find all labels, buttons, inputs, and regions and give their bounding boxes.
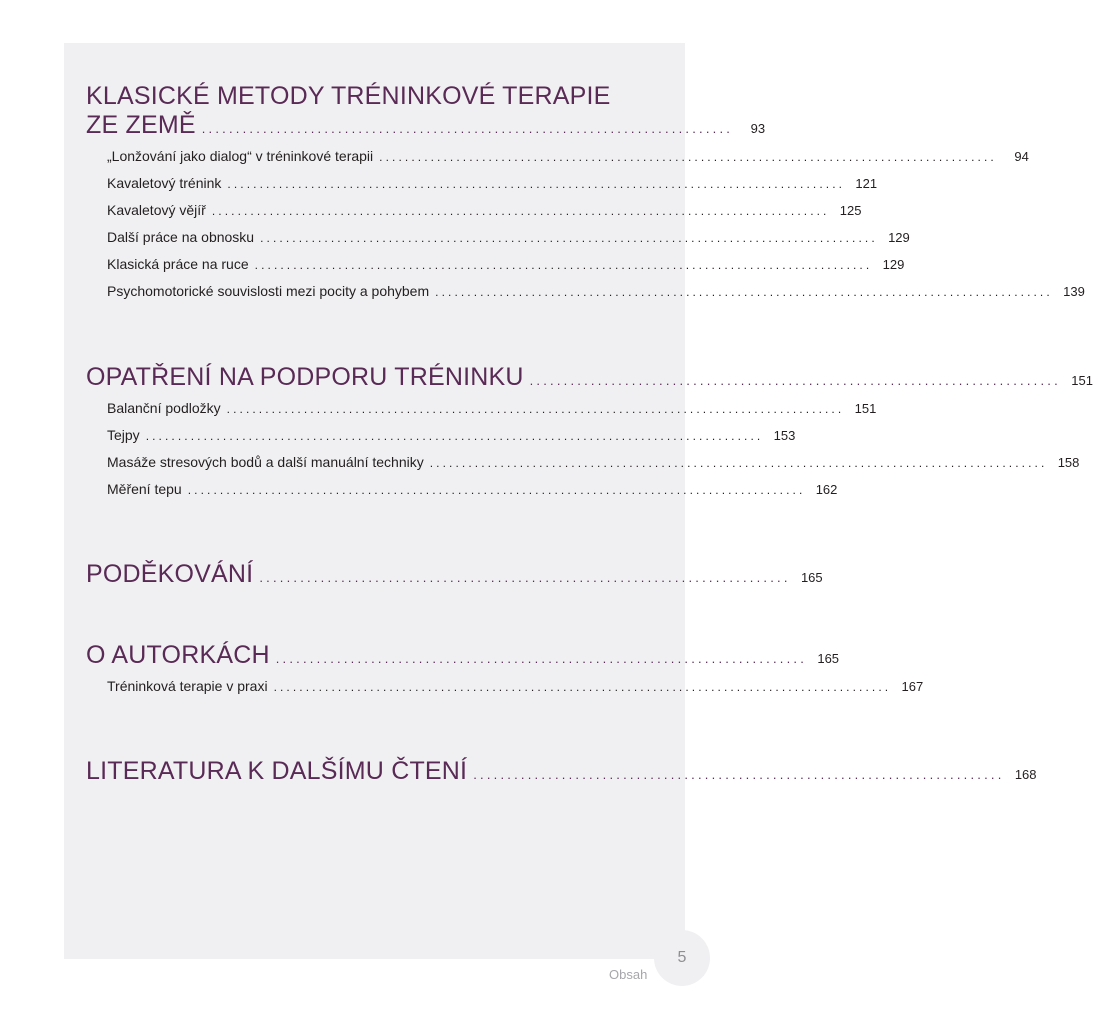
toc-entry[interactable] <box>107 427 796 454</box>
section-page-number: 165 <box>817 651 840 666</box>
section-heading: ZE ZEMĚ <box>86 111 196 139</box>
section-heading-row <box>86 757 1037 786</box>
entry-title: Psychomotorické souvislosti mezi pocity a pohybem <box>107 283 430 299</box>
dot-leader: .............................................................................. <box>529 373 1061 388</box>
entry-page-number: 125 <box>839 203 862 218</box>
entry-page-number: 153 <box>773 428 796 443</box>
dot-leader: ................................................................................................ <box>226 402 845 416</box>
section-heading-row <box>86 641 840 670</box>
dot-leader: ................................................................................................ <box>211 204 830 218</box>
section-page-number: 168 <box>1014 767 1037 782</box>
dot-leader: ................................................................................................ <box>429 456 1048 470</box>
section-heading: PODĚKOVÁNÍ <box>86 560 254 588</box>
toc-section <box>86 641 924 705</box>
entry-title: „Lonžování jako dialog“ v tréninkové terapii <box>107 148 374 164</box>
toc-entry[interactable] <box>107 481 838 508</box>
page-number-badge <box>654 930 710 986</box>
footer-section-label: Obsah <box>609 967 648 982</box>
entry-page-number: 94 <box>1014 149 1029 164</box>
toc-section <box>86 82 1085 310</box>
entry-page-number: 167 <box>901 679 924 694</box>
toc-section <box>86 363 1093 508</box>
section-heading: O AUTORKÁCH <box>86 641 270 669</box>
section-heading: LITERATURA K DALŠÍMU ČTENÍ <box>86 757 468 785</box>
toc-entry[interactable] <box>107 175 878 202</box>
dot-leader: .............................................................................. <box>201 121 734 136</box>
entry-title: Kavaletový vějíř <box>107 202 206 218</box>
toc-entry[interactable] <box>107 202 862 229</box>
entry-page-number: 129 <box>882 257 905 272</box>
entry-list <box>86 148 1085 310</box>
entry-title: Tréninková terapie v praxi <box>107 678 268 694</box>
entry-list <box>86 400 1080 508</box>
section-page-number: 93 <box>750 121 766 136</box>
toc-entry[interactable] <box>107 256 905 283</box>
entry-title: Klasická práce na ruce <box>107 256 249 272</box>
toc-entry[interactable] <box>107 678 924 705</box>
dot-leader: .............................................................................. <box>473 767 1005 782</box>
toc-section <box>86 560 823 589</box>
section-heading-row <box>86 560 823 589</box>
entry-page-number: 139 <box>1063 284 1085 299</box>
toc-entry[interactable] <box>107 454 1080 481</box>
entry-title: Tejpy <box>107 427 140 443</box>
section-heading-row <box>86 111 766 140</box>
section-heading: KLASICKÉ METODY TRÉNINKOVÉ TERAPIE <box>86 82 611 110</box>
dot-leader: ................................................................................................ <box>273 680 892 694</box>
entry-page-number: 158 <box>1057 455 1080 470</box>
toc-entry[interactable] <box>107 400 877 427</box>
entry-page-number: 129 <box>888 230 910 245</box>
section-heading: OPATŘENÍ NA PODPORU TRÉNINKU <box>86 363 524 391</box>
entry-page-number: 121 <box>855 176 878 191</box>
section-page-number: 151 <box>1071 373 1093 388</box>
page-number: 5 <box>677 949 687 966</box>
entry-title: Další práce na obnosku <box>107 229 255 245</box>
dot-leader: ................................................................................................ <box>435 285 1053 299</box>
toc-section <box>86 757 1037 786</box>
dot-leader: ................................................................................................ <box>254 258 873 272</box>
entry-list <box>86 678 924 705</box>
entry-page-number: 151 <box>854 401 877 416</box>
section-heading-row <box>86 363 1093 392</box>
toc-entry[interactable] <box>107 283 1085 310</box>
toc-entry[interactable] <box>107 229 910 256</box>
entry-page-number: 162 <box>815 482 838 497</box>
dot-leader: ................................................................................................ <box>227 177 846 191</box>
dot-leader: ................................................................................................ <box>260 231 878 245</box>
dot-leader: ................................................................................................ <box>379 150 997 164</box>
section-page-number: 165 <box>800 570 823 585</box>
dot-leader: ................................................................................................ <box>145 429 764 443</box>
dot-leader: .............................................................................. <box>259 570 791 585</box>
entry-title: Balanční podložky <box>107 400 221 416</box>
entry-title: Masáže stresových bodů a další manuální techniky <box>107 454 424 470</box>
toc-entry[interactable] <box>107 148 1029 175</box>
entry-title: Kavaletový trénink <box>107 175 222 191</box>
entry-title: Měření tepu <box>107 481 182 497</box>
dot-leader: .............................................................................. <box>275 651 808 666</box>
dot-leader: ................................................................................................ <box>187 483 806 497</box>
